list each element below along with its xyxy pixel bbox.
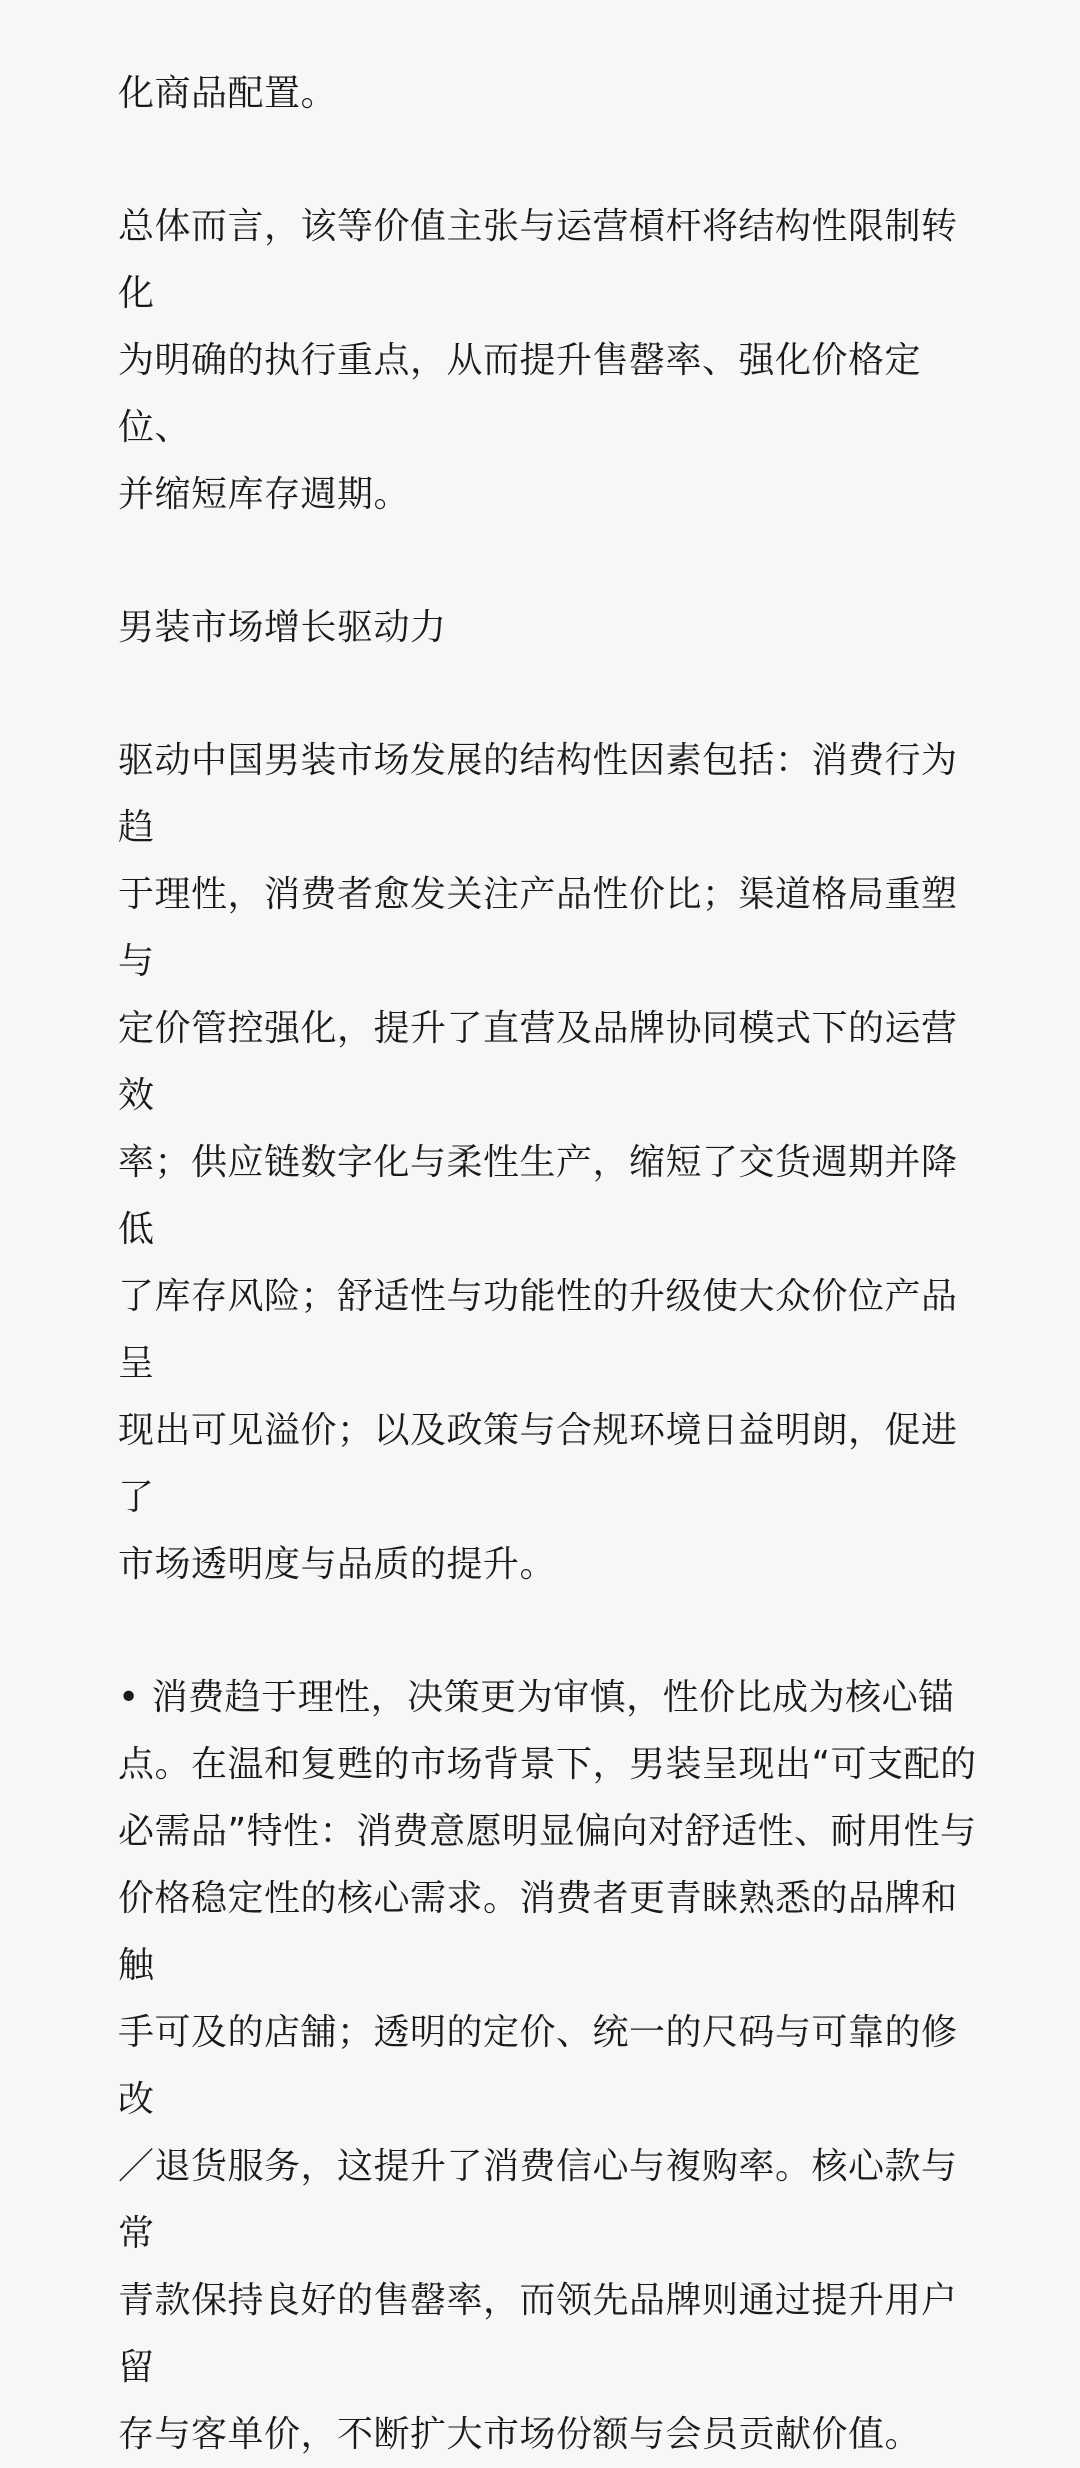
section-heading: 男装市场增长驱动力 — [118, 607, 447, 648]
paragraph-intro-tail: 化商品配置。 — [118, 73, 338, 114]
paragraph-drivers: 驱动中国男装市场发展的结构性因素包括：消费行为趋 于理性，消费者愈发关注产品性价比；渠道格局重塑与 定价管控强化，提升了直营及品牌协同模式下的运营效 率；供应链数字化与柔性生产，缩短了交货週期并降低 了库存风险；舒适性与功能性的升级使大众价位产品呈 现出可见溢价；以及政策与合规环境日益明朗，促进了 市场透明度与品质的提升。 — [118, 740, 958, 1585]
bullet-paragraph-rational-consumption: • 消费趋于理性，决策更为审慎，性价比成为核心锚 点。在温和复甦的市场背景下，男装呈现出“可支配的 必需品”特性：消费意愿明显偏向对舒适性、耐用性与 价格稳定性的核心需求。消费者更青睐熟悉的品牌和触 手可及的店舗；透明的定价、统一的尺码与可靠的修改 ／退货服务，这提升了消费信心与複购率。核心款与常 青款保持良好的售罄率，而领先品牌则通过提升用户留 存与客单价，不断扩大市场份额与会员贡献价值。 — [118, 1677, 977, 2455]
paragraph-summary: 总体而言，该等价值主张与运营槓杆将结构性限制转化 为明确的执行重点，从而提升售罄率、强化价格定位、 并缩短库存週期。 — [118, 206, 958, 515]
